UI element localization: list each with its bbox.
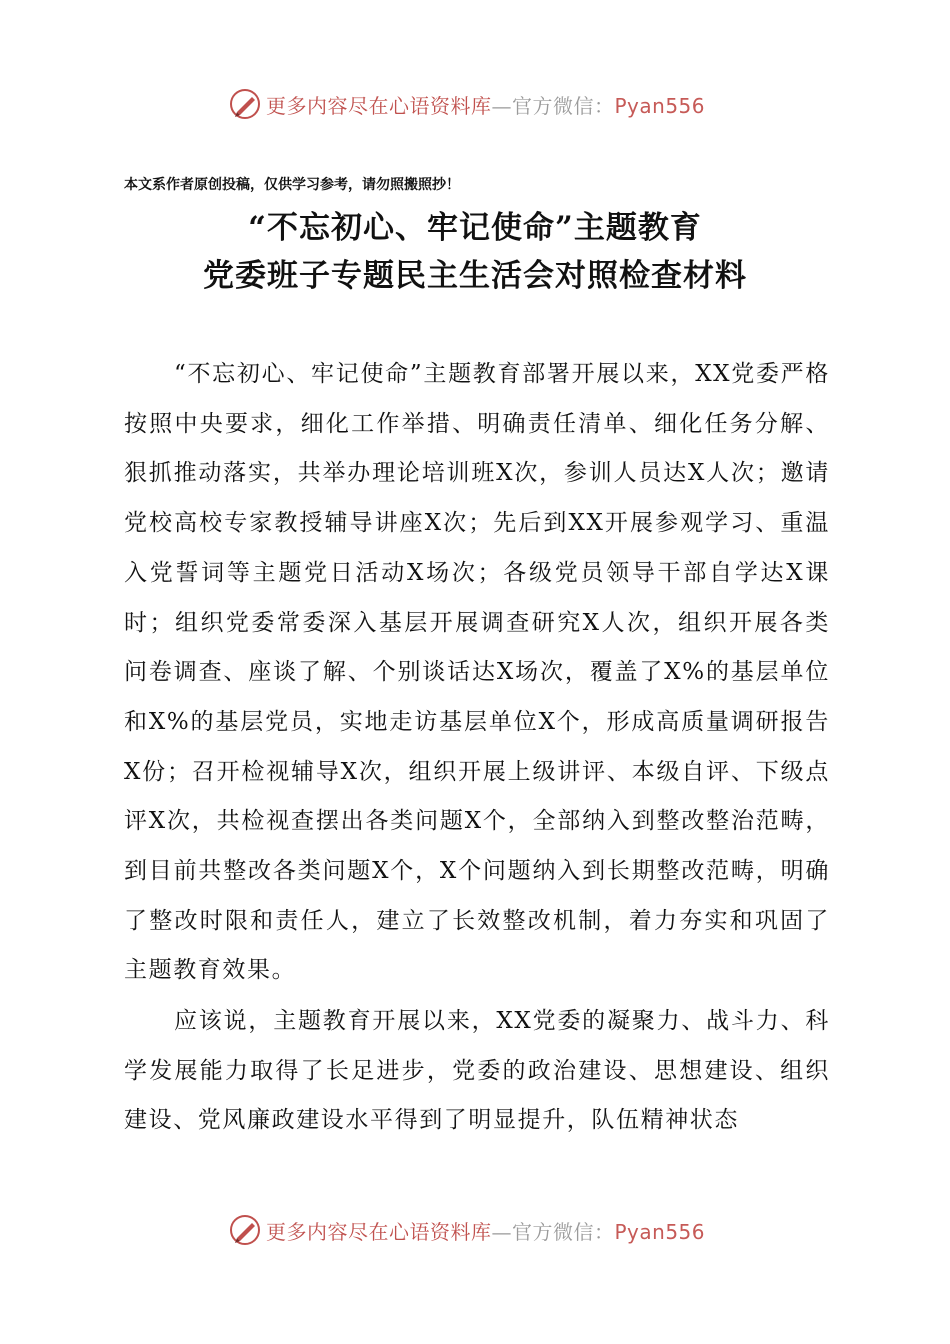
document-title-line-1: “不忘初心、牢记使命”主题教育 [248, 210, 702, 246]
banner-text: 更多内容尽在心语资料库—官方微信：Pyan556 [266, 1219, 706, 1244]
body-paragraph-2: 应该说，主题教育开展以来，XX党委的凝聚力、战斗力、科学发展能力取得了长足进步，党委的政治建设、思想建设、组织建设、党风廉政建设水平得到了明显提升，队伍精神状态 [124, 1008, 830, 1134]
document-title-line-2: 党委班子专题民主生活会对照检查材料 [203, 258, 747, 294]
pen-logo-icon [228, 1213, 262, 1247]
body-paragraph-1: “不忘初心、牢记使命”主题教育部署开展以来，XX党委严格按照中央要求，细化工作举措、明确责任清单、细化任务分解、狠抓推动落实，共举办理论培训班X次，参训人员达X人次；邀请党校高校专家教授辅导讲座X次；先后到XX开展参观学习、重温入党誓词等主题党日活动X场次；各级党员领导干部自学达X课时；组织党委常委深入基层开展调查研究X人次，组织开展各类问卷调查、座谈了解、个别谈话达X场次，覆盖了X%的基层单位和X%的基层党员，实地走访基层单位X个，形成高质量调研报告X份；召开检视辅导X次，组织开展上级讲评、本级自评、下级点评X次，共检视查摆出各类问题X个，全部纳入到整改整治范畴，到目前共整改各类问题X个，X个问题纳入到长期整改范畴，明确了整改时限和责任人，建立了长效整改机制，着力夯实和巩固了主题教育效果。 [124, 361, 830, 984]
banner-text: 更多内容尽在心语资料库—官方微信：Pyan556 [266, 93, 706, 118]
header-watermark-banner [0, 84, 950, 124]
footer-watermark-banner [0, 1210, 950, 1250]
originality-note: 本文系作者原创投稿，仅供学习参考，请勿照搬照抄！ [124, 177, 460, 193]
pen-logo-icon [228, 87, 262, 121]
